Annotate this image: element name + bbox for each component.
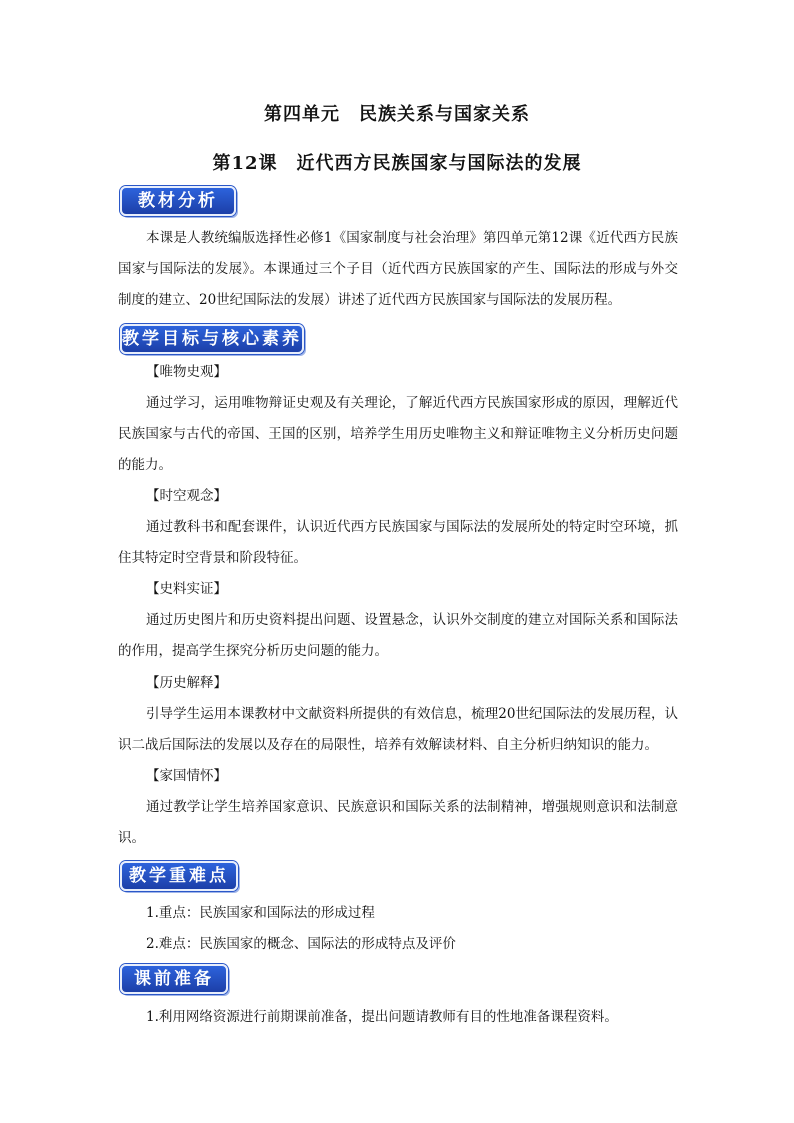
unit-title: 第四单元 民族关系与国家关系 [264, 104, 530, 125]
section-banner-preparation: 课前准备 [120, 964, 228, 994]
goal-text-evidence: 通过历史图片和历史资料提出问题、设置悬念，认识外交制度的建立对国际关系和国际法的作用，提高学生探究分析历史问题的能力。 [118, 612, 678, 659]
goal-label-evidence: 【史料实证】 [146, 581, 227, 597]
goal-label-patriotism: 【家国情怀】 [146, 768, 227, 784]
section-banner-goals: 教学目标与核心素养 [120, 324, 304, 354]
section-banner-keypoints: 教学重难点 [120, 861, 238, 891]
analysis-paragraph: 本课是人教统编版选择性必修1《国家制度与社会治理》第四单元第12课《近代西方民族国家与国际法的发展》。本课通过三个子目（近代西方民族国家的产生、国际法的形成与外交制度的建立、20世纪国际法的发展）讲述了近代西方民族国家与国际法的发展历程。 [118, 230, 678, 308]
keypoint-item: 2.难点：民族国家的概念、国际法的形成特点及评价 [146, 936, 456, 952]
keypoint-item: 1.重点：民族国家和国际法的形成过程 [146, 905, 375, 921]
section-banner-analysis: 教材分析 [120, 186, 236, 216]
goal-label-spacetime: 【时空观念】 [146, 488, 227, 504]
goal-text-materialism: 通过学习，运用唯物辩证史观及有关理论，了解近代西方民族国家形成的原因，理解近代民族国家与古代的帝国、王国的区别，培养学生用历史唯物主义和辩证唯物主义分析历史问题的能力。 [118, 395, 678, 473]
goal-label-materialism: 【唯物史观】 [146, 364, 227, 380]
goal-text-interpretation: 引导学生运用本课教材中文献资料所提供的有效信息，梳理20世纪国际法的发展历程，认识二战后国际法的发展以及存在的局限性，培养有效解读材料、自主分析归纳知识的能力。 [118, 706, 678, 753]
goal-text-spacetime: 通过教科书和配套课件，认识近代西方民族国家与国际法的发展所处的特定时空环境，抓住其特定时空背景和阶段特征。 [118, 519, 678, 566]
goal-text-patriotism: 通过教学让学生培养国家意识、民族意识和国际关系的法制精神，增强规则意识和法制意识。 [118, 799, 678, 846]
lesson-title: 第12课 近代西方民族国家与国际法的发展 [212, 153, 582, 174]
goal-label-interpretation: 【历史解释】 [146, 675, 227, 691]
preparation-item: 1.利用网络资源进行前期课前准备，提出问题请教师有目的性地准备课程资料。 [146, 1009, 618, 1025]
